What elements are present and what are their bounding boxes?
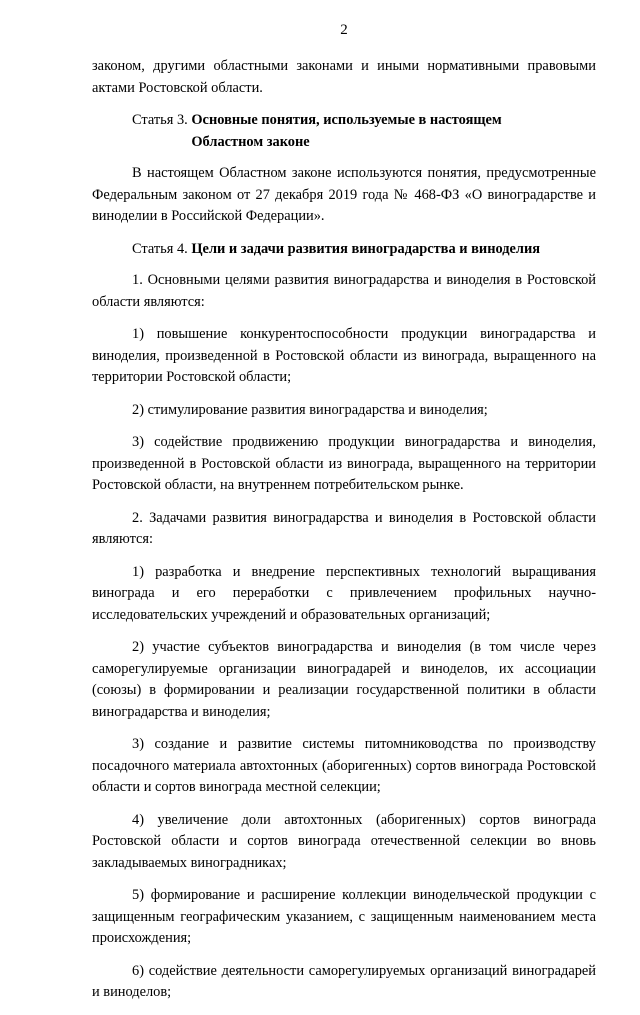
continuation-paragraph: законом, другими областными законами и иными нормативными правовыми актами Ростовской области.: [92, 58, 596, 96]
article-4-title: Цели и задачи развития виноградарства и виноделия: [191, 240, 541, 257]
list-item: 1) повышение конкурентоспособности продукции виноградарства и виноделия, произведенной в Ростовской области из винограда, выращенного на территории Ростовской области;: [92, 326, 596, 385]
article-4-part-1: 1. Основными целями развития виноградарства и виноделия в Ростовской области являются:: [92, 272, 596, 310]
article-3-title: [191, 110, 501, 153]
article-4-label: Статья 4.: [132, 240, 192, 257]
list-item: 2) участие субъектов виноградарства и виноделия (в том числе через саморегулируемые организации виноградарей и виноделов, их ассоциации (союзы) в формировании и реализации государственной политики в области виноградарства и виноделия;: [92, 639, 596, 720]
page-number: 2: [340, 22, 348, 38]
article-4-part-2: 2. Задачами развития виноградарства и виноделия в Ростовской области являются:: [92, 509, 596, 547]
list-item: 3) содействие продвижению продукции виноградарства и виноделия, произведенной в Ростовской области из винограда, выращенного на территории Ростовской области, на внутреннем потребительском рынке.: [92, 434, 596, 493]
list-item: 4) увеличение доли автохтонных (аборигенных) сортов винограда Ростовской области и сортов винограда отечественной селекции во вновь закладываемых виноградниках;: [92, 811, 596, 871]
article-4-heading: [92, 239, 596, 261]
article-3-text: В настоящем Областном законе используются понятия, предусмотренные Федеральным законом от 27 декабря 2019 года № 468-ФЗ «О виноградарстве и виноделии в Российской Федерации».: [92, 165, 596, 224]
list-item: 5) формирование и расширение коллекции винодельческой продукции с защищенным географическим указанием, с защищенным наименованием места происхождения;: [92, 887, 596, 946]
list-item: 6) содействие деятельности саморегулируемых организаций виноградарей и виноделов;: [92, 962, 596, 1000]
list-item: 3) создание и развитие системы питомниководства по производству посадочного материала автохтонных (аборигенных) сортов винограда Ростовской области и сортов винограда местной селекции;: [92, 736, 596, 795]
article-3-heading: [92, 110, 596, 153]
article-3-title-line2: Областном законе: [191, 133, 310, 150]
article-3-title-line1: Основные понятия, используемые в настоящем: [191, 112, 502, 128]
list-item: 1) разработка и внедрение перспективных технологий выращивания винограда и его переработки с привлечением профильных научно-исследовательских учреждений и образовательных организаций;: [92, 563, 596, 623]
document-body: [92, 56, 596, 1015]
list-item: 2) стимулирование развития виноградарства и виноделия;: [132, 401, 488, 418]
article-3-label: Статья 3.: [132, 112, 192, 128]
